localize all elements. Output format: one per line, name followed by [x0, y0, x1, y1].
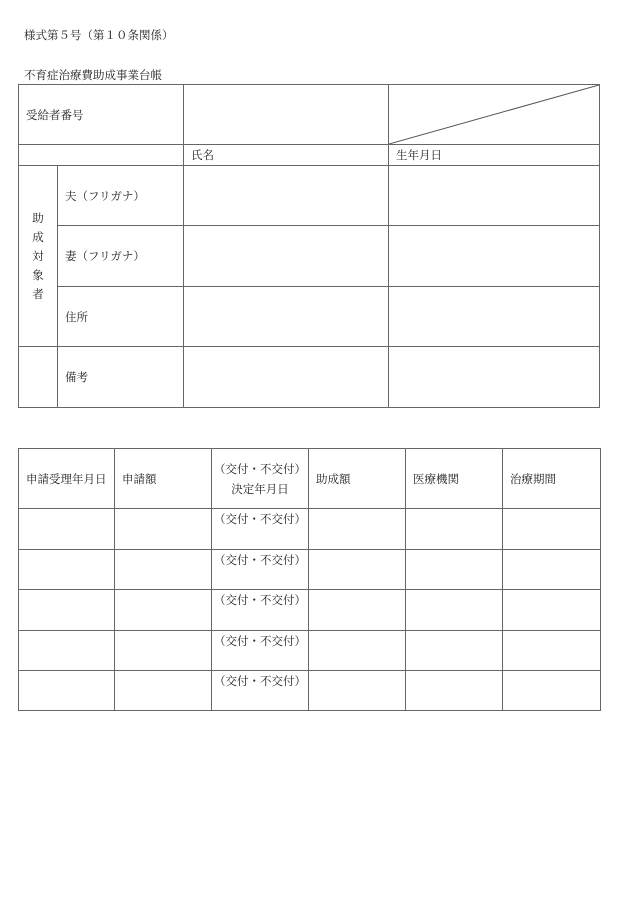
- section-char: 助: [32, 210, 44, 225]
- husband-dob-field[interactable]: [389, 166, 600, 226]
- medical-institution-field[interactable]: [406, 550, 503, 590]
- section-char: 者: [32, 286, 44, 301]
- remarks-blank: [19, 347, 58, 408]
- wife-label: 妻（フリガナ）: [58, 226, 184, 287]
- treatment-period-field[interactable]: [503, 550, 601, 590]
- decision-field[interactable]: （交付・不交付）: [212, 631, 309, 671]
- treatment-period-field[interactable]: [503, 509, 601, 550]
- treatment-period-header: 治療期間: [503, 449, 601, 509]
- decision-field[interactable]: （交付・不交付）: [212, 509, 309, 550]
- application-row: [19, 550, 601, 590]
- grant-amount-field[interactable]: [309, 509, 406, 550]
- medical-institution-field[interactable]: [406, 509, 503, 550]
- grant-amount-field[interactable]: [309, 550, 406, 590]
- decision-date-header: [212, 449, 309, 509]
- wife-row: [19, 226, 600, 287]
- wife-dob-field[interactable]: [389, 226, 600, 287]
- medical-institution-field[interactable]: [406, 671, 503, 711]
- address-field-2[interactable]: [389, 287, 600, 347]
- application-row: [19, 671, 601, 711]
- decision-header-line2: 決定年月日: [231, 481, 289, 496]
- applied-amount-field[interactable]: [115, 509, 212, 550]
- section-char: 象: [32, 267, 44, 282]
- section-char: 対: [32, 248, 44, 263]
- grant-amount-field[interactable]: [309, 590, 406, 631]
- address-label: 住所: [58, 287, 184, 347]
- applied-amount-field[interactable]: [115, 590, 212, 631]
- applied-amount-field[interactable]: [115, 671, 212, 711]
- form-number: 様式第５号（第１０条関係）: [24, 28, 174, 42]
- medical-institution-field[interactable]: [406, 631, 503, 671]
- diagonal-line-icon: [389, 85, 599, 144]
- grant-amount-field[interactable]: [309, 631, 406, 671]
- received-date-field[interactable]: [19, 509, 115, 550]
- decision-field[interactable]: （交付・不交付）: [212, 671, 309, 711]
- address-row: [19, 287, 600, 347]
- applied-amount-header: 申請額: [115, 449, 212, 509]
- applied-amount-field[interactable]: [115, 631, 212, 671]
- application-row: [19, 509, 601, 550]
- name-header: 氏名: [184, 145, 389, 166]
- recipient-number-row: [19, 85, 600, 145]
- remarks-label: 備考: [58, 347, 184, 408]
- section-char: 成: [32, 229, 44, 244]
- column-header-row: [19, 145, 600, 166]
- grant-amount-header: 助成額: [309, 449, 406, 509]
- register-table: [18, 84, 600, 408]
- remarks-field-2[interactable]: [389, 347, 600, 408]
- application-table: [18, 448, 601, 711]
- received-date-header: 申請受理年月日: [19, 449, 115, 509]
- remarks-row: [19, 347, 600, 408]
- address-field[interactable]: [184, 287, 389, 347]
- decision-header-line1: （交付・不交付）: [214, 461, 306, 476]
- treatment-period-field[interactable]: [503, 631, 601, 671]
- application-row: [19, 590, 601, 631]
- husband-name-field[interactable]: [184, 166, 389, 226]
- received-date-field[interactable]: [19, 631, 115, 671]
- received-date-field[interactable]: [19, 550, 115, 590]
- document-title: 不育症治療費助成事業台帳: [24, 68, 162, 82]
- recipient-number-field[interactable]: [184, 85, 389, 145]
- treatment-period-field[interactable]: [503, 590, 601, 631]
- dob-header: 生年月日: [389, 145, 600, 166]
- application-header-row: [19, 449, 601, 509]
- treatment-period-field[interactable]: [503, 671, 601, 711]
- recipient-number-label: 受給者番号: [19, 85, 184, 145]
- decision-field[interactable]: （交付・不交付）: [212, 590, 309, 631]
- husband-row: [19, 166, 600, 226]
- grant-amount-field[interactable]: [309, 671, 406, 711]
- wife-name-field[interactable]: [184, 226, 389, 287]
- application-row: [19, 631, 601, 671]
- diagonal-blank-cell: [389, 85, 600, 145]
- applied-amount-field[interactable]: [115, 550, 212, 590]
- header-blank: [19, 145, 184, 166]
- subsidy-target-label: [19, 166, 58, 347]
- received-date-field[interactable]: [19, 671, 115, 711]
- decision-field[interactable]: （交付・不交付）: [212, 550, 309, 590]
- husband-label: 夫（フリガナ）: [58, 166, 184, 226]
- received-date-field[interactable]: [19, 590, 115, 631]
- remarks-field[interactable]: [184, 347, 389, 408]
- medical-institution-field[interactable]: [406, 590, 503, 631]
- medical-institution-header: 医療機関: [406, 449, 503, 509]
